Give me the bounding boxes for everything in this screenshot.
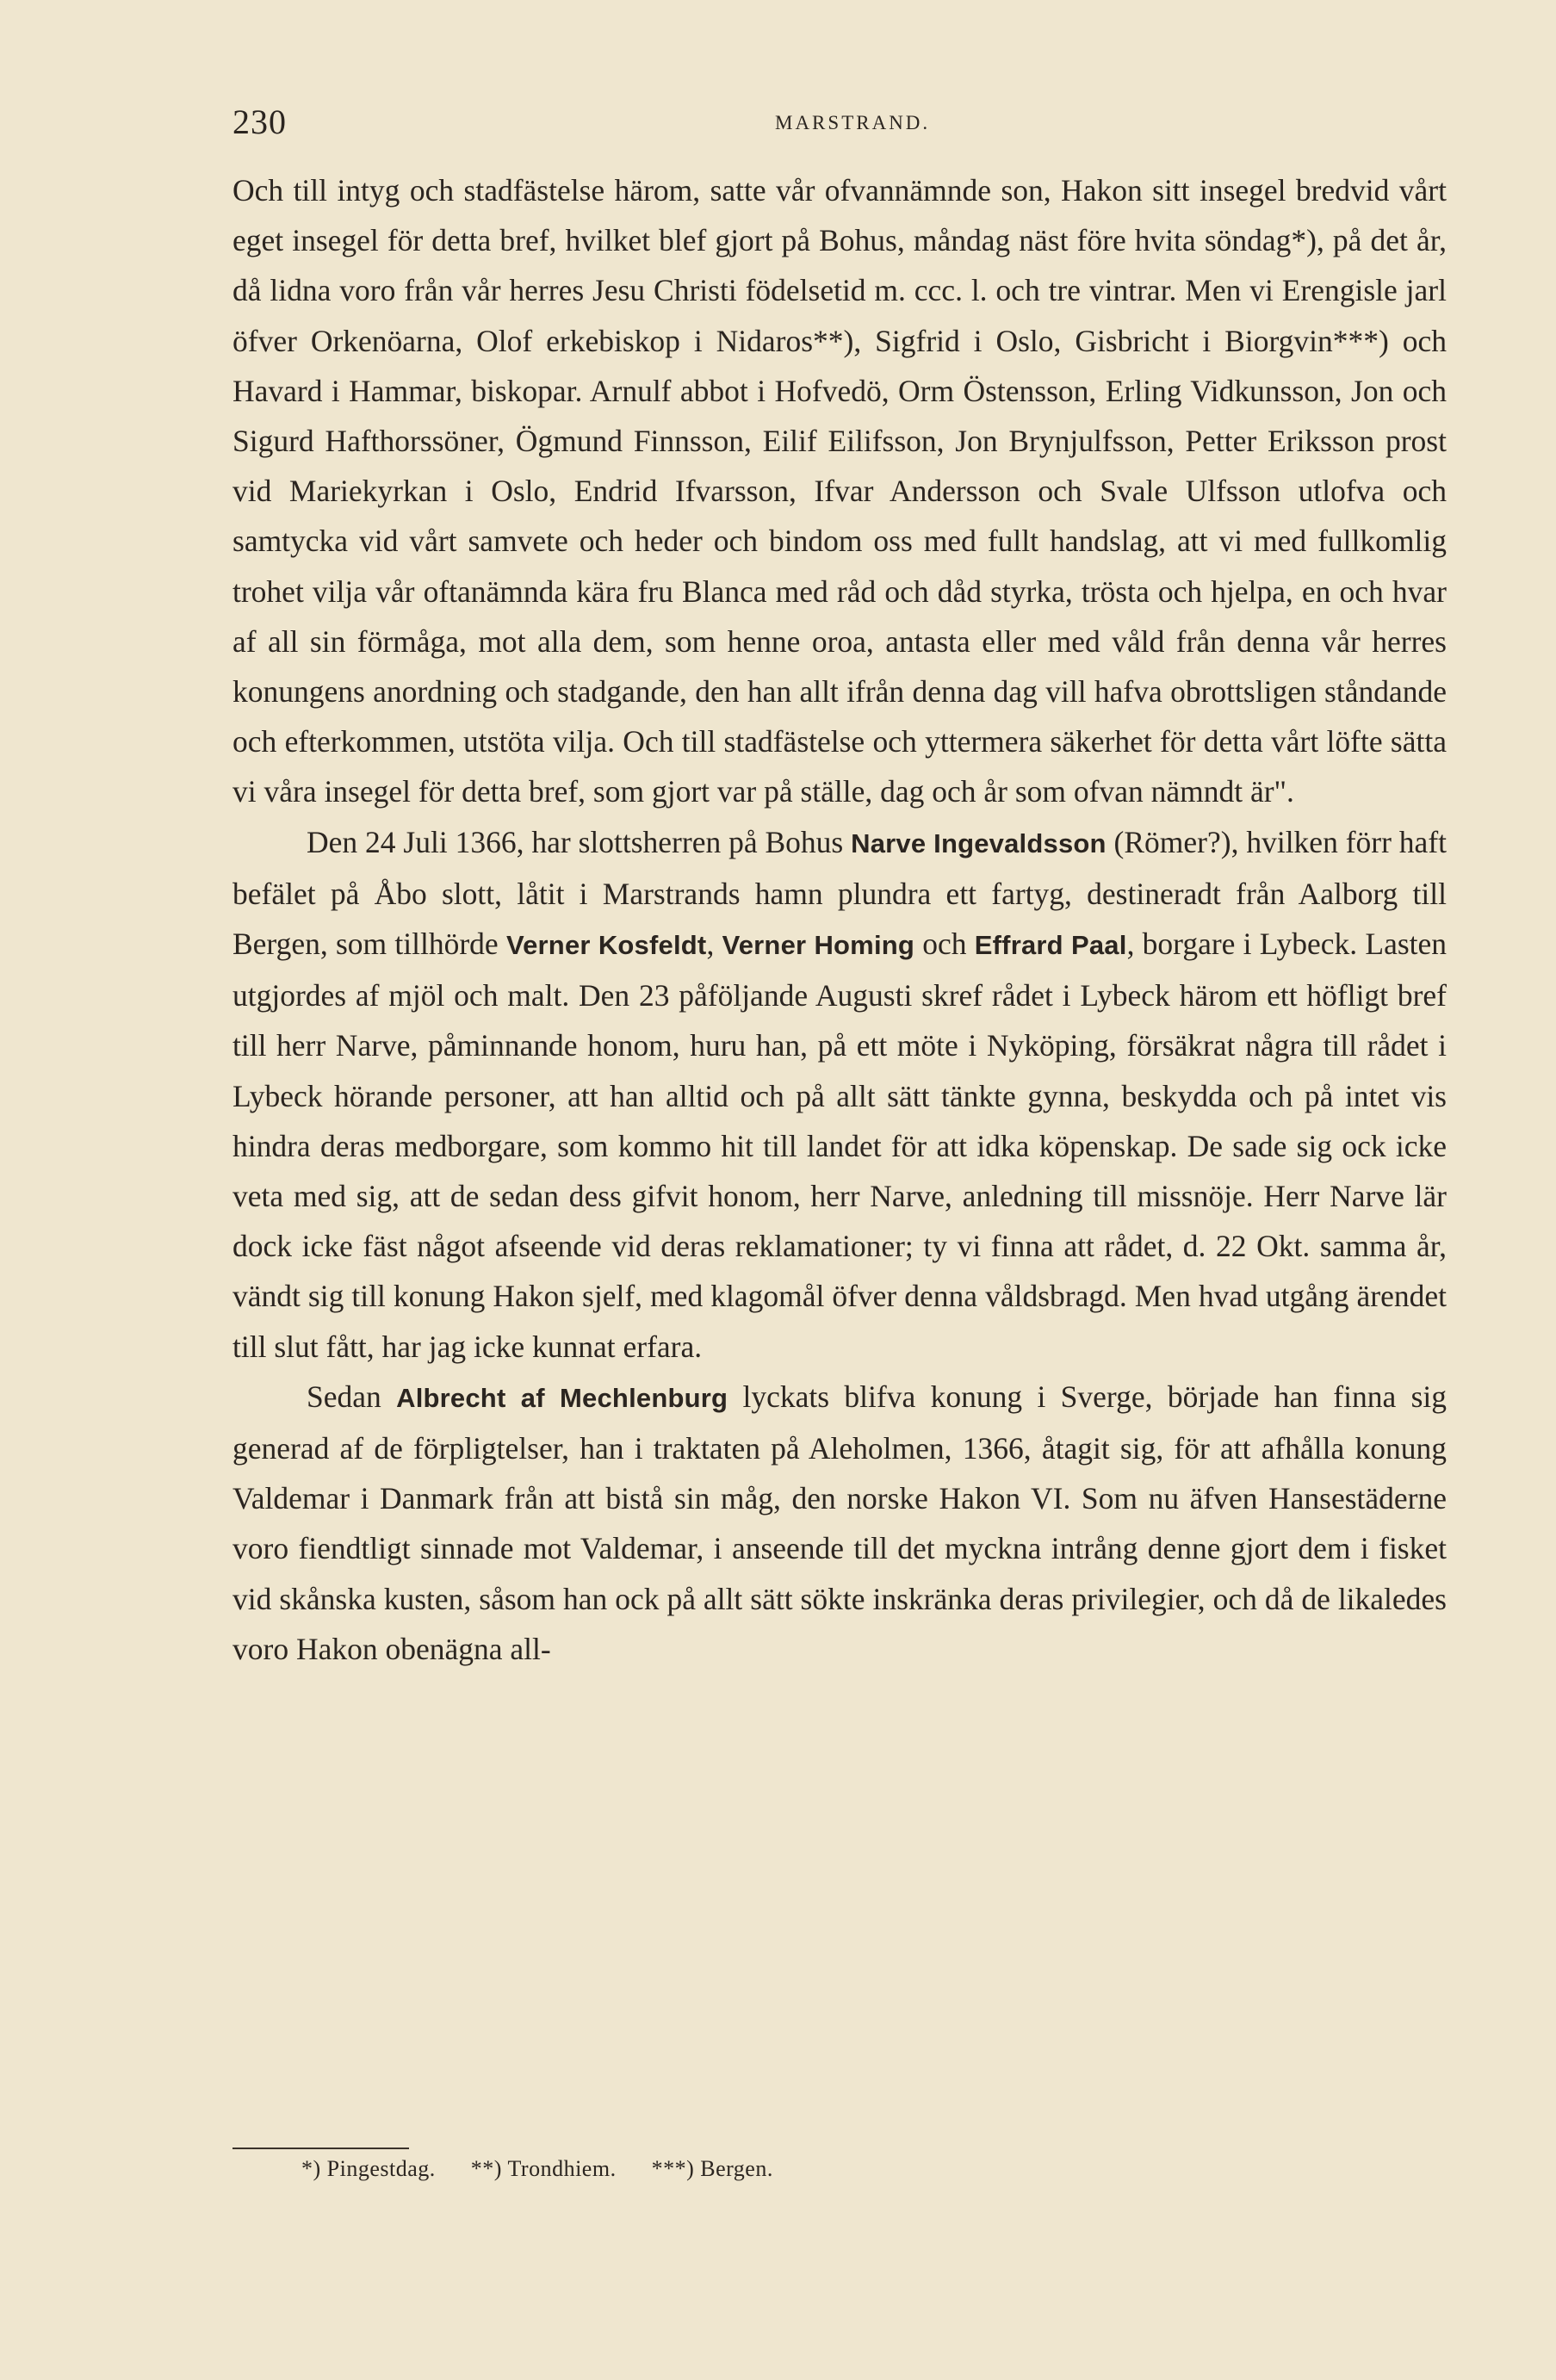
body-text <box>232 165 1447 1674</box>
paragraph-albrecht <box>232 1372 1447 1674</box>
paragraph-text: lyckats blifva konung i Sverge, började han finna sig generad af de förpligtelser, han i traktaten på Aleholmen, 1366, åtagit sig, för att afhålla konung Valdemar i Danmark från att bistå sin måg, den norske Hakon VI. Som nu äfven Hansestäderne voro fiendtligt sinnade mot Valdemar, i anseende till det myckna intrång denne gjort dem i fisket vid skånska kusten, såsom han ock på allt sätt sökte inskränka deras privilegier, och då de likaledes voro Hakon obenägna all- <box>232 1379 1447 1666</box>
page-header <box>232 102 1447 153</box>
footnote-2: **) Trondhiem. <box>470 2156 617 2181</box>
person-name-verner-homing: Verner Homing <box>722 930 915 961</box>
person-name-narve: Narve Ingevaldsson <box>851 827 1107 858</box>
running-head: MARSTRAND. <box>775 112 931 133</box>
footnote-1: *) Pingestdag. <box>301 2156 436 2181</box>
paragraph-text: , borgare i Lybeck. Lasten utgjordes af mjöl och malt. Den 23 påföljande Augusti skref rådet i Lybeck härom ett höfligt bref till herr Narve, påminnande honom, huru han, på ett möte i Nyköping, försäkrat några till rådet i Lybeck hörande personer, att han alltid och på allt sätt tänkte gynna, beskydda och på intet vis hindra deras medborgare, som kommo hit till landet för att idka köpenskap. De sade sig ock icke veta med sig, att de sedan dess gifvit honom, herr Narve, anledning till missnöje. Herr Narve lär dock icke fäst något afseende vid deras reklamationer; ty vi finna att rådet, d. 22 Okt. samma år, vändt sig till konung Hakon sjelf, med klagomål öfver denna våldsbragd. Men hvad utgång ärendet till slut fått, har jag icke kunnat erfara. <box>232 927 1448 1364</box>
paragraph-text: Sedan <box>307 1379 397 1414</box>
name-separator: och <box>914 927 975 962</box>
paragraph-charter-confirmation: Och till intyg och stadfästelse härom, satte vår ofvannämnde son, Hakon sitt insegel bredvid vårt eget insegel för detta bref, hvilket blef gjort på Bohus, måndag näst före hvita söndag*), på det år, då lidna voro från vår herres Jesu Christi födelsetid m. ccc. l. och tre vintrar. Men vi Erengisle jarl öfver Orkenöarna, Olof erkebiskop i Nidaros**), Sigfrid i Oslo, Gisbricht i Biorgvin***) och Havard i Hammar, biskopar. Arnulf abbot i Hofvedö, Orm Östensson, Erling Vidkunsson, Jon och Sigurd Hafthorssöner, Ögmund Finnsson, Eilif Eilifsson, Jon Brynjulfsson, Petter Eriksson prost vid Mariekyrkan i Oslo, Endrid Ifvarsson, Ifvar Andersson och Svale Ulfsson utlofva och samtycka vid vårt samvete och heder och bindom oss med fullt handslag, att vi med fullkomlig trohet vilja vår oftanämnda kära fru Blanca med råd och dåd styrka, trösta och hjelpa, en och hvar af all sin förmåga, mot alla dem, som henne oroa, antasta eller med våld från denna vår herres konungens anordning och stadgande, den han allt ifrån denna dag vill hafva obrottsligen ståndande och efterkommen, utstöta vilja. Och till stadfästelse och yttermera säkerhet för detta vårt löfte sätta vi våra insegel för detta bref, som gjort var på ställe, dag och år som ofvan nämndt är". <box>232 173 1447 809</box>
person-name-verner-kosfeldt: Verner Kosfeldt <box>505 930 707 961</box>
page-number: 230 <box>232 102 287 141</box>
person-name-albrecht: Albrecht af Mechlenburg <box>396 1382 728 1413</box>
footnote-3: ***) Bergen. <box>651 2156 773 2181</box>
paragraph-bohus-plunder <box>232 817 1447 1372</box>
paragraph-text: Den 24 Juli 1366, har slottsherren på Bohus <box>307 824 852 859</box>
footnote-divider <box>232 2148 409 2149</box>
person-name-effrard-paal: Effrard Paal <box>974 930 1127 961</box>
footnotes <box>301 2156 803 2182</box>
paragraph-text: (Römer?), hvilken förr haft befälet på Åbo slott, låtit i Marstrands hamn plundra ett fartyg, destineradt från Aalborg till Bergen, som tillhörde <box>232 824 1447 962</box>
name-separator: , <box>706 927 722 962</box>
